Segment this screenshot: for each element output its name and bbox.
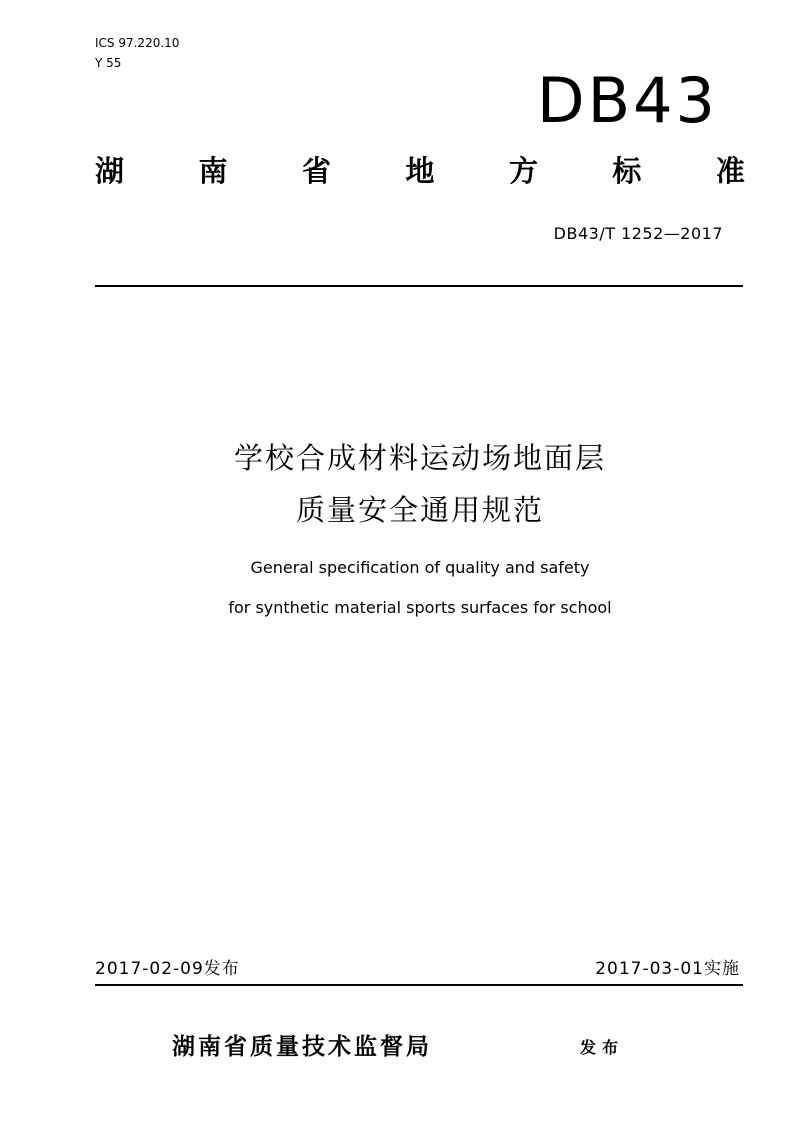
standard-type-char: 湖 [95,154,125,188]
ics-code: ICS 97.220.10 [95,36,180,50]
standard-type-char: 南 [198,154,228,188]
implement-date: 2017-03-01实施 [595,959,740,979]
issuer-action: 发布 [580,1038,625,1057]
standard-number: DB43/T 1252—2017 [553,224,723,243]
db-code: DB43 [536,64,718,137]
title-en-line1: General specification of quality and safety [250,558,590,577]
standard-type-char: 省 [301,154,331,188]
standard-type-char: 标 [612,154,642,188]
title-en-line2: for synthetic material sports surfaces for school [228,598,612,617]
issuer-name: 湖南省质量技术监督局 [172,1034,432,1060]
issue-date: 2017-02-09发布 [95,959,240,979]
standard-type-char: 准 [715,154,745,188]
standard-type [95,152,745,190]
title-zh-line2: 质量安全通用规范 [295,493,544,527]
standard-type-char: 地 [405,154,435,188]
title-zh-line1: 学校合成材料运动场地面层 [233,441,606,475]
standard-type-char: 方 [508,154,538,188]
bottom-divider [95,984,743,986]
top-divider [95,285,743,287]
classification-code: Y 55 [95,56,122,70]
